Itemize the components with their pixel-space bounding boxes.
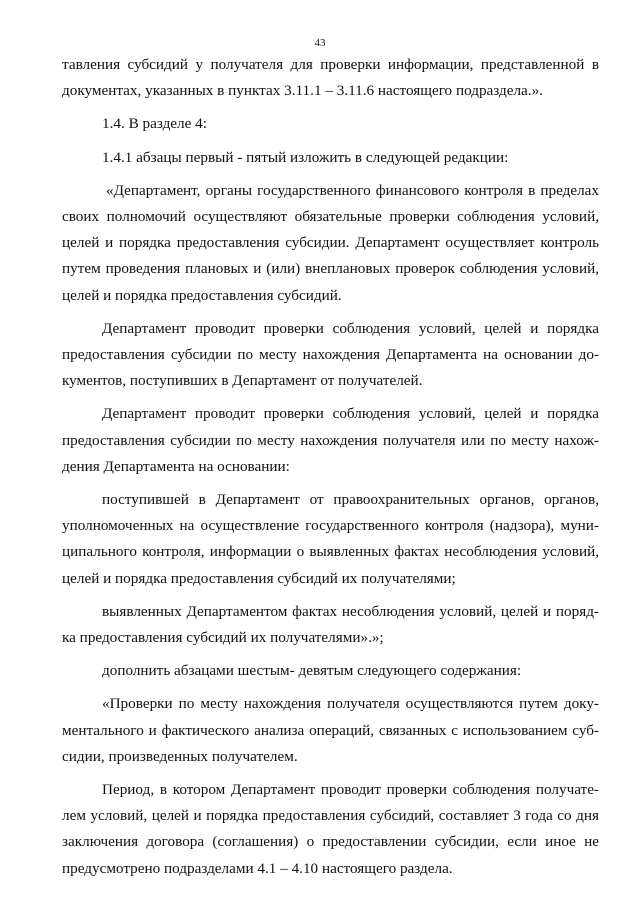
- text-line: Департамент проводит проверки соблюдения условий, целей и порядка: [102, 319, 599, 337]
- text-line: путем проведения плановых и (или) внеплановых проверок соблюдения условий,: [62, 260, 599, 278]
- text-line: тавления субсидий у получателя для проверки информации, представленной в: [62, 56, 599, 73]
- paragraph-inspections: [62, 691, 599, 770]
- text-line: «Проверки по месту нахождения получателя осуществляются путем доку-: [102, 695, 599, 713]
- paragraph-department-location: [62, 316, 599, 395]
- text-line: Период, в котором Департамент проводит проверки соблюдения получате-: [102, 781, 599, 799]
- paragraph-control-bodies: [62, 178, 599, 309]
- text-line: заключения договора (соглашения) о предоставлении субсидии, если иное не: [62, 833, 599, 851]
- text-line: выявленных Департаментом фактах несоблюдения условий, целей и поряд-: [102, 602, 599, 620]
- text-line: лем условий, целей и порядка предоставления субсидий, составляет 3 года со дня: [62, 807, 599, 825]
- text-line: уполномоченных на осуществление государственного контроля (надзора), муни-: [62, 517, 599, 535]
- paragraph-identified-facts: [62, 599, 599, 651]
- paragraph-continuation: [62, 52, 599, 104]
- text-line: «Департамент, органы государственного финансового контроля в пределах: [106, 181, 599, 199]
- text-line: ментального и фактического анализа операций, связанных с использованием суб-: [62, 721, 599, 739]
- text-line: дополнить абзацами шестым- девятым следующего содержания:: [102, 662, 522, 680]
- text-line: кументов, поступивших в Департамент от получателей.: [62, 372, 423, 390]
- text-line: целей и порядка предоставления субсидии. Департамент осуществляет контроль: [62, 234, 599, 252]
- text-line: целей и порядка предоставления субсидий.: [62, 286, 342, 304]
- text-line: предоставления субсидии по месту нахождения Департамента на основании до-: [62, 346, 599, 364]
- text-line: своих полномочий осуществляют обязательные проверки соблюдения условий,: [62, 208, 599, 226]
- paragraph-recipient-location: [62, 401, 599, 480]
- text-line: предоставления субсидии по месту нахождения получателя или по месту нахож-: [62, 431, 599, 449]
- document-body: [62, 52, 599, 889]
- text-line: целей и порядка предоставления субсидий их получателями;: [62, 569, 456, 587]
- text-line: сидии, произведенных получателем.: [62, 747, 298, 765]
- text-line: предусмотрено подразделами 4.1 – 4.10 настоящего раздела.: [62, 859, 453, 877]
- page-number: 43: [314, 37, 326, 49]
- text-line: ка предоставления субсидий их получателями».»;: [62, 629, 384, 647]
- paragraph-received-info: [62, 487, 599, 592]
- paragraph-supplement: [62, 658, 599, 684]
- text-line: дения Департамента на основании:: [62, 457, 290, 475]
- text-line: документах, указанных в пунктах 3.11.1 – 3.11.6 настоящего подраздела.».: [62, 82, 543, 100]
- subsection-heading: [62, 145, 599, 171]
- paragraph-period: [62, 777, 599, 882]
- text-line: Департамент проводит проверки соблюдения условий, целей и порядка: [102, 405, 599, 423]
- text-line: ципального контроля, информации о выявленных фактах несоблюдения условий,: [62, 543, 599, 561]
- text-line: 1.4. В разделе 4:: [102, 115, 207, 133]
- section-heading: [62, 111, 599, 137]
- text-line: 1.4.1 абзацы первый - пятый изложить в следующей редакции:: [102, 148, 509, 166]
- text-line: поступившей в Департамент от правоохранительных органов, органов,: [102, 491, 599, 509]
